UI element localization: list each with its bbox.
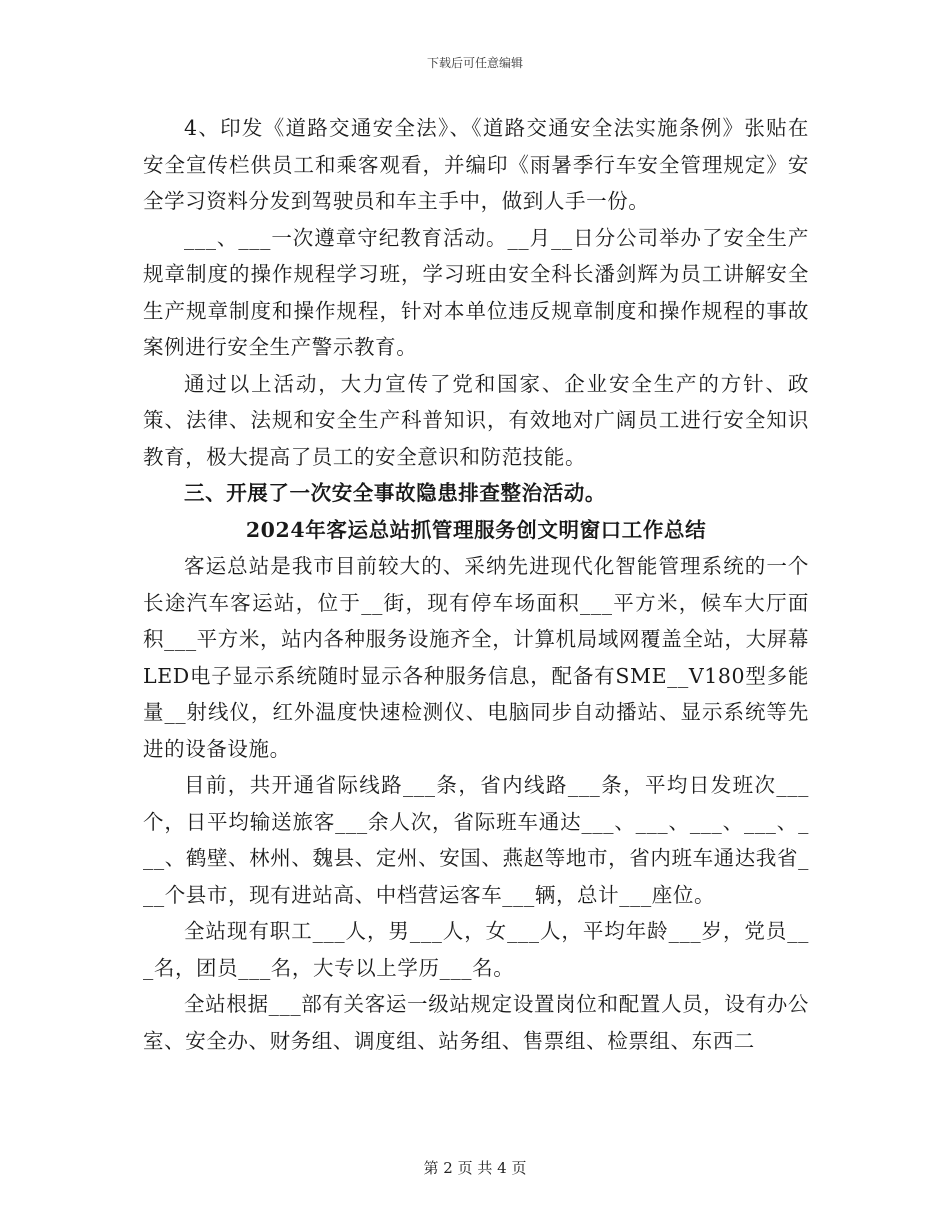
paragraph-activity-summary: 通过以上活动，大力宣传了党和国家、企业安全生产的方针、政策、法律、法规和安全生产科普知识，有效地对广阔员工进行安全知识教育，极大提高了员工的安全意识和防范技能。 bbox=[143, 371, 809, 469]
document-body bbox=[143, 110, 809, 1059]
page-footer-page-number: 第 2 页 共 4 页 bbox=[423, 1159, 527, 1177]
paragraph-route-statistics: 目前，共开通省际线路___条，省内线路___条，平均日发班次___个，日平均输送旅客___余人次，省际班车通达___、___、___、___、___、鹤壁、林州、魏县、定州、安国、燕赵等地市，省内班车通达我省___个县市，现有进站高、中档营运客车___辆，总计___座位。 bbox=[143, 773, 809, 907]
paragraph-station-overview: 客运总站是我市目前较大的、采纳先进现代化智能管理系统的一个长途汽车客运站，位于__街，现有停车场面积___平方米，候车大厅面积___平方米，站内各种服务设施齐全，计算机局域网覆盖全站，大屏幕LED电子显示系统随时显示各种服务信息，配备有SME__V180型多能量__射线仪，红外温度快速检测仪、电脑同步自动播站、显示系统等先进的设备设施。 bbox=[143, 554, 809, 761]
document-title: 2024年客运总站抓管理服务创文明窗口工作总结 bbox=[245, 517, 707, 542]
page-header: 下载后可任意编辑 bbox=[426, 56, 523, 70]
paragraph-publicity-materials: 4、印发《道路交通安全法》、《道路交通安全法实施条例》张贴在安全宣传栏供员工和乘客观看，并编印《雨暑季行车安全管理规定》安全学习资料分发到驾驶员和车主手中，做到人手一份。 bbox=[143, 116, 809, 213]
paragraph-staff-statistics: 全站现有职工___人，男___人，女___人，平均年龄___岁，党员___名，团员___名，大专以上学历___名。 bbox=[143, 919, 809, 980]
paragraph-organization-structure: 全站根据___部有关客运一级站规定设置岗位和配置人员，设有办公室、安全办、财务组、调度组、站务组、售票组、检票组、东西二 bbox=[143, 992, 809, 1053]
section-heading-hazard-inspection: 三、开展了一次安全事故隐患排查整治活动。 bbox=[184, 481, 606, 505]
paragraph-discipline-education: ___、___一次遵章守纪教育活动。__月__日分公司举办了安全生产规章制度的操作规程学习班，学习班由安全科长潘剑辉为员工讲解安全生产规章制度和操作规程，针对本单位违反规章制度和操作规程的事故案例进行安全生产警示教育。 bbox=[143, 225, 809, 359]
